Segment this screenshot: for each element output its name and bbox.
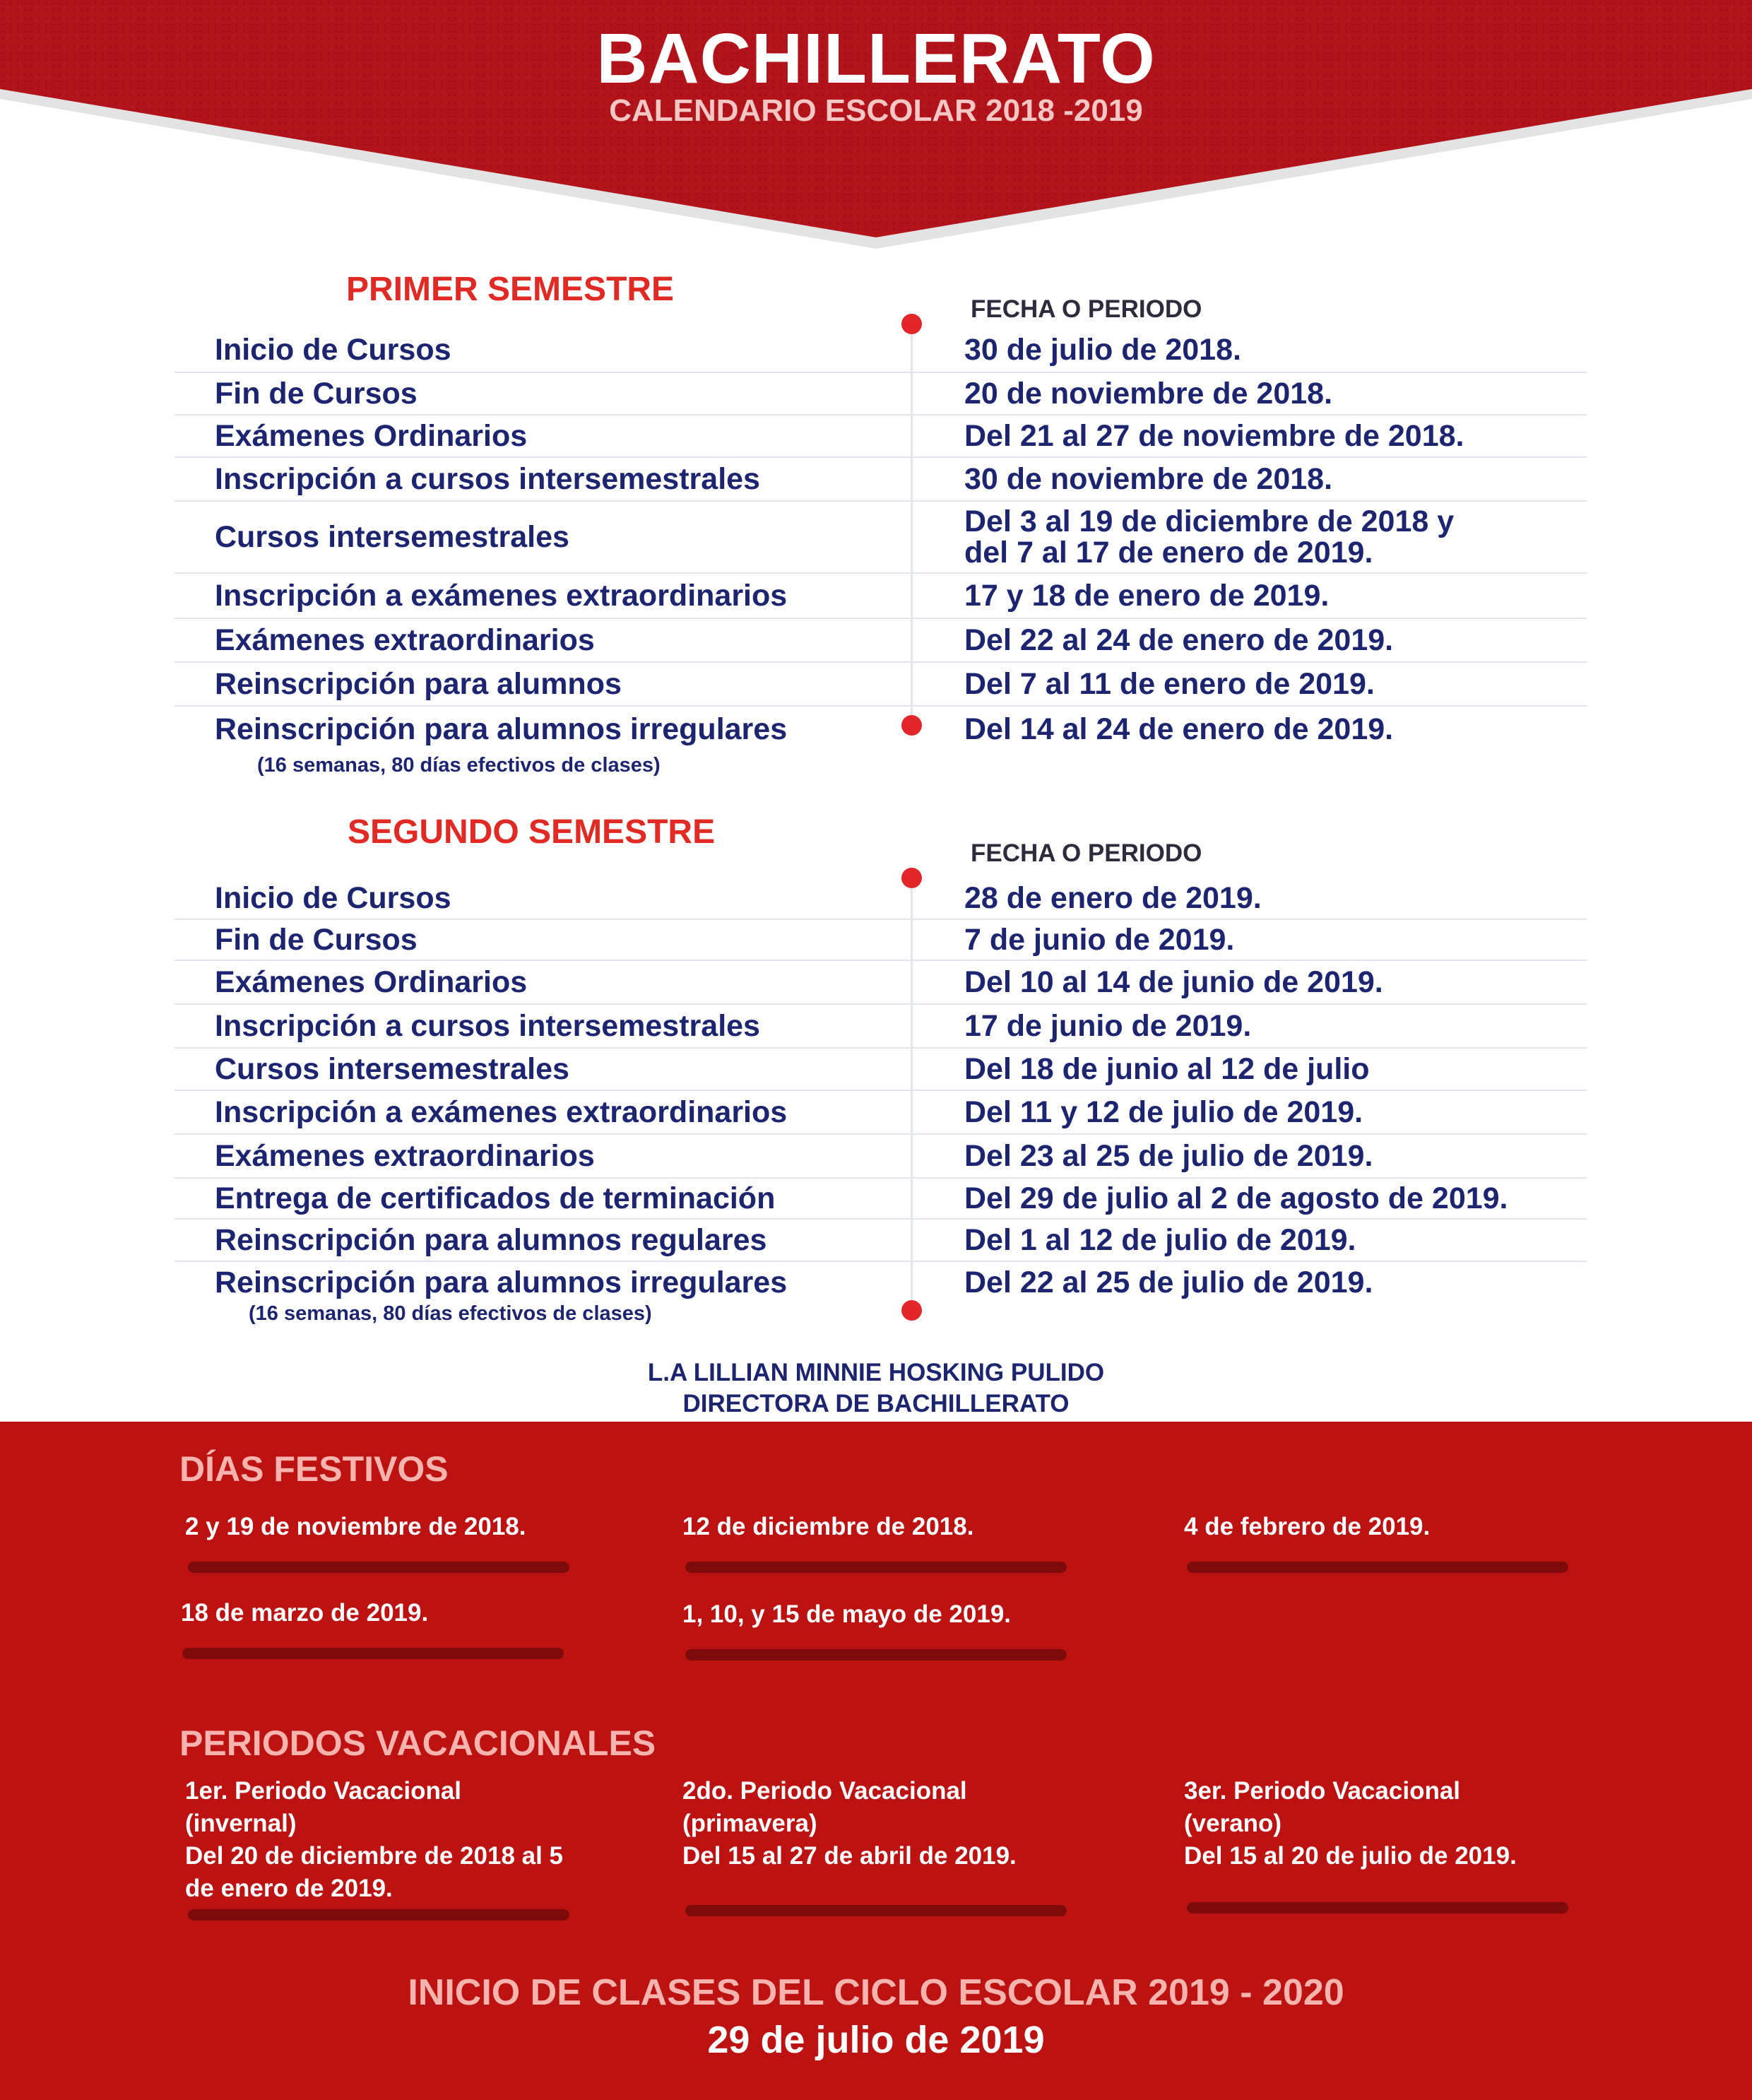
holiday-item: 2 y 19 de noviembre de 2018. xyxy=(185,1513,526,1540)
vacations-title: PERIODOS VACACIONALES xyxy=(179,1723,656,1763)
holiday-underline xyxy=(1187,1562,1568,1573)
event-date: Del 22 al 24 de enero de 2019. xyxy=(964,623,1394,657)
table-row xyxy=(174,328,1587,372)
holiday-underline xyxy=(685,1649,1067,1660)
event-date: Del 18 de junio al 12 de julio xyxy=(964,1052,1370,1086)
holidays-title: DÍAS FESTIVOS xyxy=(179,1449,449,1489)
table-row xyxy=(174,415,1587,456)
event-date: Del 11 y 12 de julio de 2019. xyxy=(964,1095,1363,1129)
vacation-season: (primavera) xyxy=(682,1810,817,1837)
semester-2-note: (16 semanas, 80 días efectivos de clases) xyxy=(249,1302,652,1325)
event-name: Exámenes Ordinarios xyxy=(215,965,528,999)
event-date: Del 1 al 12 de julio de 2019. xyxy=(964,1223,1356,1257)
table-row xyxy=(174,878,1587,919)
timeline-dot-icon xyxy=(901,1300,922,1321)
event-date: Del 14 al 24 de enero de 2019. xyxy=(964,712,1394,746)
holiday-item: 4 de febrero de 2019. xyxy=(1184,1513,1431,1540)
event-date: Del 3 al 19 de diciembre de 2018 y del 7 al 17 de enero de 2019. xyxy=(964,505,1455,570)
table-row xyxy=(174,1091,1587,1133)
holiday-underline xyxy=(188,1562,569,1573)
holiday-item: 18 de marzo de 2019. xyxy=(181,1599,429,1627)
event-name: Fin de Cursos xyxy=(215,377,418,411)
vacation-season: (verano) xyxy=(1184,1810,1282,1837)
table-row xyxy=(174,1049,1587,1090)
next-cycle-date: 29 de julio de 2019 xyxy=(707,2019,1045,2061)
semester-1-column-header: FECHA O PERIODO xyxy=(971,295,1202,323)
table-row xyxy=(174,502,1587,572)
event-date: Del 10 al 14 de junio de 2019. xyxy=(964,965,1383,999)
event-date: Del 22 al 25 de julio de 2019. xyxy=(964,1266,1373,1299)
table-row xyxy=(174,1262,1587,1303)
page-subtitle: CALENDARIO ESCOLAR 2018 -2019 xyxy=(609,93,1143,128)
table-row xyxy=(174,373,1587,414)
vacation-dates: Del 15 al 27 de abril de 2019. xyxy=(682,1842,1017,1870)
event-name: Reinscripción para alumnos regulares xyxy=(215,1223,767,1257)
event-date: Del 21 al 27 de noviembre de 2018. xyxy=(964,419,1464,453)
event-name: Cursos intersemestrales xyxy=(215,520,569,554)
holiday-underline xyxy=(685,1562,1067,1573)
table-row xyxy=(174,707,1587,752)
table-row xyxy=(174,1135,1587,1177)
vacation-name: 3er. Periodo Vacacional xyxy=(1184,1777,1461,1805)
event-name: Cursos intersemestrales xyxy=(215,1052,569,1086)
event-name: Reinscripción para alumnos irregulares xyxy=(215,712,788,746)
table-row xyxy=(174,1179,1587,1218)
table-row xyxy=(174,1220,1587,1261)
vacation-underline xyxy=(188,1909,569,1921)
vacation-period xyxy=(1184,1775,1580,1872)
event-name: Inscripción a cursos intersemestrales xyxy=(215,1009,760,1043)
next-cycle-label: INICIO DE CLASES DEL CICLO ESCOLAR 2019 - 2020 xyxy=(408,1972,1344,2013)
vacation-dates: Del 20 de diciembre de 2018 al 5 de enero de 2019. xyxy=(185,1842,564,1902)
vacation-name: 1er. Periodo Vacacional xyxy=(185,1777,462,1805)
semester-1-note: (16 semanas, 80 días efectivos de clases) xyxy=(257,754,661,777)
event-name: Exámenes Ordinarios xyxy=(215,419,528,453)
event-name: Fin de Cursos xyxy=(215,923,418,957)
event-date: Del 23 al 25 de julio de 2019. xyxy=(964,1139,1373,1173)
vacation-underline xyxy=(1187,1902,1568,1913)
semester-2-column-header: FECHA O PERIODO xyxy=(971,839,1202,867)
director-name: L.A LILLIAN MINNIE HOSKING PULIDO xyxy=(647,1359,1105,1386)
vacation-season: (invernal) xyxy=(185,1810,297,1837)
semester-2-title: SEGUNDO SEMESTRE xyxy=(348,813,716,851)
vacation-period xyxy=(185,1775,581,1905)
event-date: Del 29 de julio al 2 de agosto de 2019. xyxy=(964,1181,1508,1215)
event-name: Reinscripción para alumnos irregulares xyxy=(215,1266,788,1299)
table-row xyxy=(174,458,1587,500)
page-title: BACHILLERATO xyxy=(596,19,1156,98)
event-name: Inscripción a cursos intersemestrales xyxy=(215,462,760,496)
table-row xyxy=(174,574,1587,618)
event-date: 30 de julio de 2018. xyxy=(964,333,1241,367)
event-date: 7 de junio de 2019. xyxy=(964,923,1235,957)
holiday-item: 12 de diciembre de 2018. xyxy=(682,1513,974,1540)
event-name: Inscripción a exámenes extraordinarios xyxy=(215,579,788,613)
vacation-name: 2do. Periodo Vacacional xyxy=(682,1777,967,1805)
event-date: 17 y 18 de enero de 2019. xyxy=(964,579,1330,613)
table-row xyxy=(174,961,1587,1003)
event-date: 20 de noviembre de 2018. xyxy=(964,377,1333,411)
table-row xyxy=(174,920,1587,960)
event-name: Inscripción a exámenes extraordinarios xyxy=(215,1095,788,1129)
table-row xyxy=(174,663,1587,705)
event-date: 28 de enero de 2019. xyxy=(964,881,1262,915)
vacation-underline xyxy=(685,1905,1067,1916)
event-name: Exámenes extraordinarios xyxy=(215,623,595,657)
holiday-underline xyxy=(182,1648,564,1659)
director-role: DIRECTORA DE BACHILLERATO xyxy=(682,1390,1070,1417)
event-name: Entrega de certificados de terminación xyxy=(215,1181,776,1215)
vacation-period xyxy=(682,1775,1078,1872)
table-row xyxy=(174,619,1587,661)
event-date: 17 de junio de 2019. xyxy=(964,1009,1252,1043)
event-name: Inicio de Cursos xyxy=(215,333,451,367)
holiday-item: 1, 10, y 15 de mayo de 2019. xyxy=(682,1600,1012,1628)
event-date: Del 7 al 11 de enero de 2019. xyxy=(964,667,1375,701)
table-row xyxy=(174,1005,1587,1047)
event-name: Reinscripción para alumnos xyxy=(215,667,622,701)
semester-1-title: PRIMER SEMESTRE xyxy=(346,271,675,308)
event-name: Exámenes extraordinarios xyxy=(215,1139,595,1173)
vacation-dates: Del 15 al 20 de julio de 2019. xyxy=(1184,1842,1517,1870)
event-date: 30 de noviembre de 2018. xyxy=(964,462,1333,496)
event-name: Inicio de Cursos xyxy=(215,881,451,915)
